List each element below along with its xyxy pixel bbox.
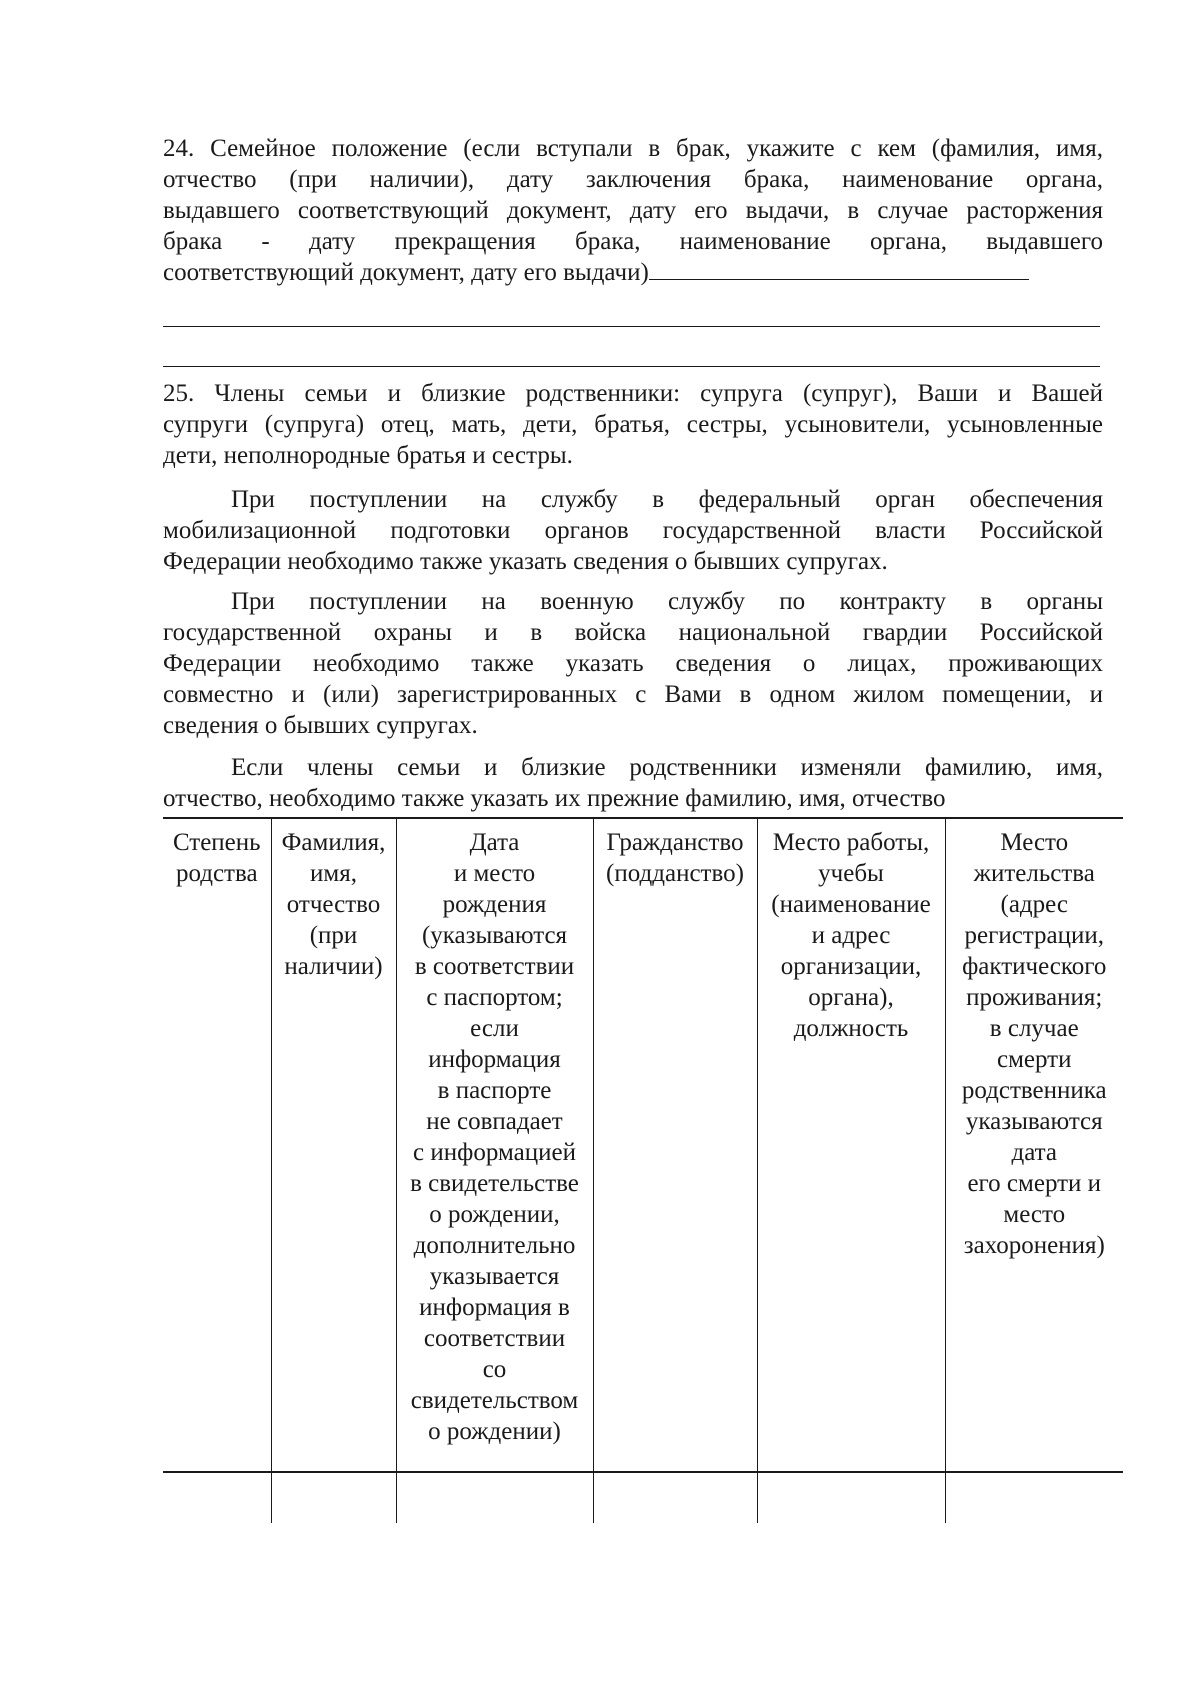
note-line: Федерации необходимо также указать сведения о лицах, проживающих bbox=[163, 650, 1103, 677]
col-header-citizenship bbox=[593, 818, 757, 1472]
note-line: Федерации необходимо также указать сведения о бывших супругах. bbox=[163, 548, 888, 575]
table-row bbox=[163, 1472, 1123, 1523]
note-line: При поступлении на военную службу по контракту в органы bbox=[231, 588, 1103, 615]
item-25-line: супруги (супруга) отец, мать, дети, братья, сестры, усыновители, усыновленные bbox=[163, 411, 1103, 438]
note-line: сведения о бывших супругах. bbox=[163, 712, 478, 739]
col-header-birth-date-place-text: Дата и место рождения (указываются в соответствии с паспортом; если информация в паспорте не совпадает с информацией в свидетельстве о рождении, дополнительно указывается информация в соответствии со свидетельством о рождении) bbox=[410, 829, 579, 1445]
item-24-line: брака - дату прекращения брака, наименование органа, выдавшего bbox=[163, 228, 1103, 255]
relatives-table bbox=[163, 817, 1123, 1523]
item-24-question bbox=[163, 133, 1103, 288]
cell-residence[interactable] bbox=[945, 1472, 1123, 1523]
col-header-workplace-text: Место работы, учебы (наименование и адрес организации, органа), должность bbox=[771, 829, 931, 1042]
note-line: мобилизационной подготовки органов государственной власти Российской bbox=[163, 517, 1103, 544]
col-header-full-name-text: Фамилия, имя, отчество (при наличии) bbox=[281, 829, 386, 980]
note-military-service bbox=[163, 586, 1103, 741]
col-header-citizenship-text: Гражданство (подданство) bbox=[606, 829, 744, 887]
answer-line-24b[interactable] bbox=[163, 326, 1100, 327]
cell-birth-date-place[interactable] bbox=[396, 1472, 593, 1523]
col-header-birth-date-place bbox=[396, 818, 593, 1472]
col-header-relation bbox=[163, 818, 271, 1472]
cell-workplace[interactable] bbox=[757, 1472, 945, 1523]
cell-relation[interactable] bbox=[163, 1472, 271, 1523]
note-line: отчество, необходимо также указать их прежние фамилию, имя, отчество bbox=[163, 785, 946, 812]
item-24-line: 24. Семейное положение (если вступали в брак, укажите с кем (фамилия, имя, bbox=[163, 135, 1103, 162]
item-24-last-line bbox=[163, 257, 1103, 288]
note-name-change bbox=[163, 752, 1103, 814]
item-25-question bbox=[163, 378, 1103, 471]
col-header-relation-text: Степень родства bbox=[172, 829, 261, 887]
note-line: совместно и (или) зарегистрированных с Вами в одном жилом помещении, и bbox=[163, 681, 1103, 708]
col-header-full-name bbox=[271, 818, 396, 1472]
note-line: При поступлении на службу в федеральный орган обеспечения bbox=[231, 486, 1103, 513]
item-24-line: отчество (при наличии), дату заключения брака, наименование органа, bbox=[163, 166, 1103, 193]
item-24-last-text: соответствующий документ, дату его выдачи) bbox=[163, 259, 649, 286]
item-25-line: дети, неполнородные братья и сестры. bbox=[163, 442, 573, 469]
note-line: Если члены семьи и близкие родственники изменяли фамилию, имя, bbox=[231, 754, 1103, 781]
col-header-residence-text: Место жительства (адрес регистрации, фактического проживания; в случае смерти родственника указываются дата его смерти и место захоронения) bbox=[961, 829, 1107, 1259]
note-mobilization bbox=[163, 484, 1103, 577]
cell-citizenship[interactable] bbox=[593, 1472, 757, 1523]
answer-line-24a[interactable] bbox=[649, 259, 1029, 280]
col-header-residence bbox=[945, 818, 1123, 1472]
cell-full-name[interactable] bbox=[271, 1472, 396, 1523]
item-25-line: 25. Члены семьи и близкие родственники: супруга (супруг), Ваши и Вашей bbox=[163, 380, 1103, 407]
table-header-row bbox=[163, 818, 1123, 1472]
answer-line-24c[interactable] bbox=[163, 366, 1100, 367]
note-line: государственной охраны и в войска национальной гвардии Российской bbox=[163, 619, 1103, 646]
item-24-line: выдавшего соответствующий документ, дату его выдачи, в случае расторжения bbox=[163, 197, 1103, 224]
col-header-workplace bbox=[757, 818, 945, 1472]
